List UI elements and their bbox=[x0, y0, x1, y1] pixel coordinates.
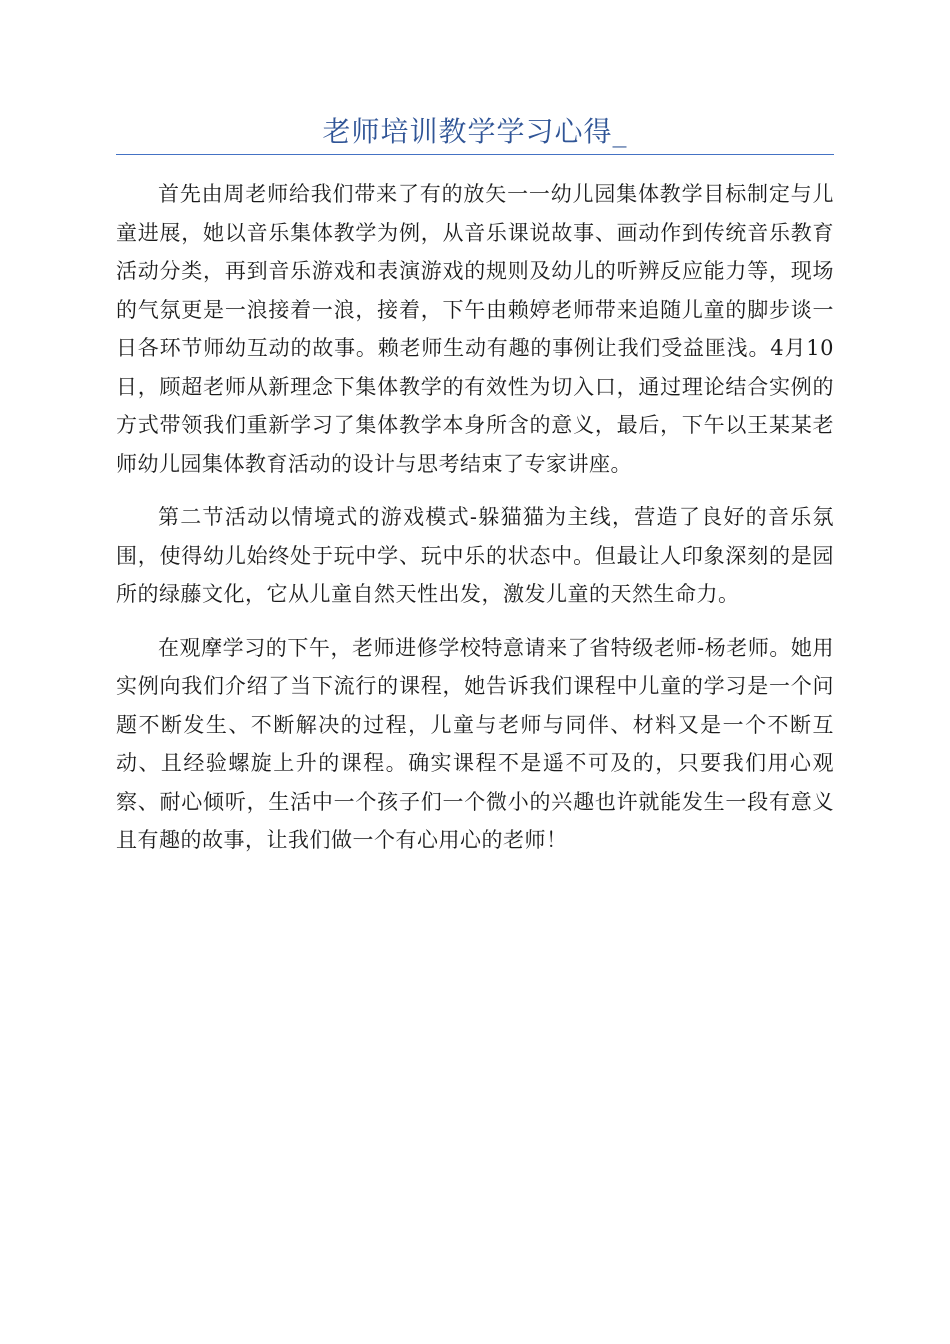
document-body bbox=[116, 175, 834, 875]
paragraph-1: 首先由周老师给我们带来了有的放矢一一幼儿园集体教学目标制定与儿童进展，她以音乐集体教学为例，从音乐课说故事、画动作到传统音乐教育活动分类，再到音乐游戏和表演游戏的规则及幼儿的听辨反应能力等，现场的气氛更是一浪接着一浪，接着，下午由赖婷老师带来追随儿童的脚步谈一日各环节师幼互动的故事。赖老师生动有趣的事例让我们受益匪浅。4月10日，顾超老师从新理念下集体教学的有效性为切入口，通过理论结合实例的方式带领我们重新学习了集体教学本身所含的意义，最后，下午以王某某老师幼儿园集体教育活动的设计与思考结束了专家讲座。 bbox=[116, 182, 834, 476]
title-underline bbox=[116, 154, 834, 155]
document-title: 老师培训教学学习心得_ bbox=[322, 115, 628, 148]
paragraph-3: 在观摩学习的下午，老师进修学校特意请来了省特级老师-杨老师。她用实例向我们介绍了当下流行的课程，她告诉我们课程中儿童的学习是一个问题不断发生、不断解决的过程，儿童与老师与同伴、材料又是一个不断互动、且经验螺旋上升的课程。确实课程不是遥不可及的，只要我们用心观察、耐心倾听，生活中一个孩子们一个微小的兴趣也许就能发生一段有意义且有趣的故事，让我们做一个有心用心的老师！ bbox=[116, 635, 834, 852]
paragraph-2: 第二节活动以情境式的游戏模式-躲猫猫为主线，营造了良好的音乐氛围，使得幼儿始终处于玩中学、玩中乐的状态中。但最让人印象深刻的是园所的绿藤文化，它从儿童自然天性出发，激发儿童的天然生命力。 bbox=[116, 505, 834, 606]
